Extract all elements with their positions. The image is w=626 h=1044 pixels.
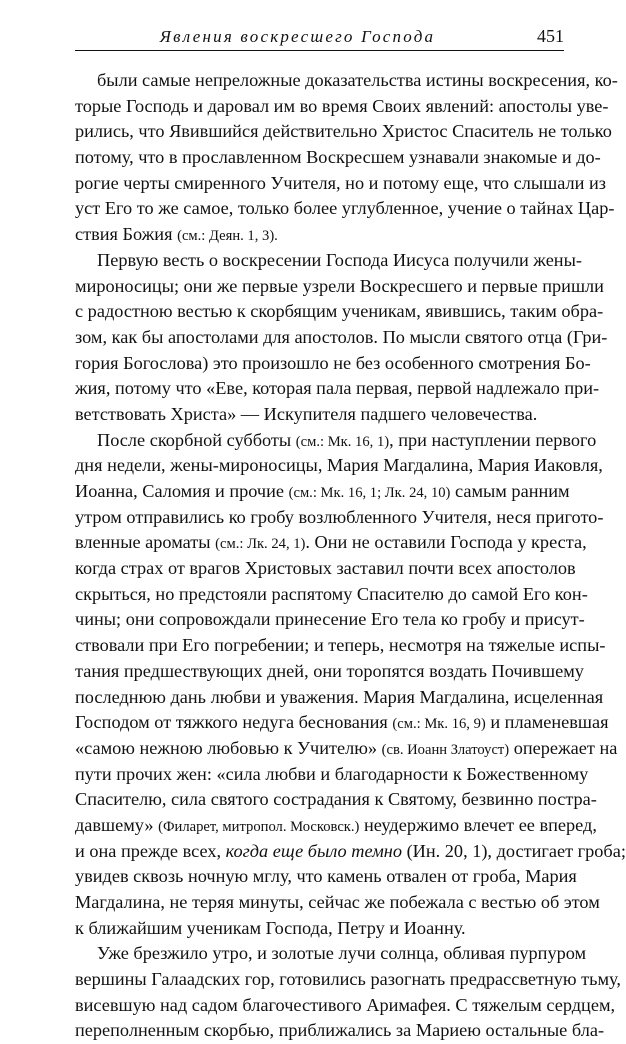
text-segment: последнюю дань любви и уважения. Мария Магдалина, исцеленная <box>75 686 604 707</box>
text-line <box>75 710 609 736</box>
citation: (см.: Мк. 16, 9) <box>392 716 486 733</box>
text-segment: После скорбной субботы <box>97 429 296 450</box>
text-segment: давшему» <box>75 814 159 835</box>
text-line <box>75 685 604 711</box>
text-line <box>75 94 609 120</box>
text-segment: ствовали при Его погребении; и теперь, несмотря на тяжелые испы- <box>75 635 606 656</box>
text-line <box>75 736 618 762</box>
text-line <box>75 916 564 942</box>
text-line <box>75 1018 605 1044</box>
text-segment: гория Богослова) это произошло не без особенного смотрения Бо- <box>75 352 591 373</box>
text-segment: неудержимо влечет ее вперед, <box>359 814 597 835</box>
citation: (см.: Мк. 16, 1) <box>295 433 390 450</box>
text-line <box>75 993 616 1019</box>
citation: (см.: Лк. 24, 1) <box>215 536 306 553</box>
page-header <box>75 22 564 51</box>
text-segment: были самые непреложные доказательства истины воскресения, ко- <box>97 70 618 90</box>
text-segment: пути прочих жен: «сила любви и благодарности к Божественному <box>75 763 589 784</box>
text-segment: чины; они сопровождали принесение Его тела ко гробу и присут- <box>75 609 585 630</box>
text-segment: переполненным скорбью, приближались за Мариею остальные бла- <box>75 1020 605 1041</box>
book-page <box>75 0 626 1041</box>
text-line <box>75 171 606 197</box>
text-line <box>75 428 597 454</box>
text-segment: утром отправились ко гробу возлюбленного Учителя, неся пригото- <box>75 506 604 527</box>
text-line <box>75 864 577 890</box>
text-line <box>75 659 584 685</box>
text-line <box>75 505 604 531</box>
text-line <box>75 248 582 274</box>
text-line <box>75 839 626 865</box>
text-segment: (Ин. 20, 1), достигает гроба; <box>402 840 626 861</box>
text-line <box>75 967 621 993</box>
text-segment: к ближайшим ученикам Господа, Петру и Иоанну. <box>75 917 466 938</box>
text-segment: Уже брезжило утро, и золотые лучи солнца, обливая пурпуром <box>97 943 587 964</box>
text-line <box>75 196 615 222</box>
text-line <box>75 119 612 145</box>
paragraph <box>75 941 621 1044</box>
paragraph <box>75 248 608 428</box>
text-segment: уст Его то же самое, только более углубленное, учение о тайнах Цар- <box>75 198 615 219</box>
text-segment: зом, как бы апостолами для апостолов. По мысли святого отца (Гри- <box>75 326 608 347</box>
text-line <box>75 762 589 788</box>
text-line <box>75 376 600 402</box>
text-line <box>75 325 608 351</box>
text-segment: Первую весть о воскресении Господа Иисуса получили жены- <box>97 249 582 270</box>
body-text <box>75 68 626 1044</box>
text-segment: «самою нежною любовью к Учителю» <box>75 737 382 758</box>
text-line <box>75 145 601 171</box>
text-segment: потому, что в прославленном Воскресшем узнавали знакомые и до- <box>75 147 601 168</box>
text-segment: вленные ароматы <box>75 532 216 553</box>
text-segment: самым ранним <box>450 481 570 501</box>
text-segment: жия, потому что «Еве, которая пала первая, первой надлежало при- <box>75 378 600 399</box>
text-line <box>75 556 576 582</box>
citation: (Филарет, митропол. Московск.) <box>158 818 360 835</box>
text-segment: Иоанна, Саломия и прочие <box>75 481 289 501</box>
text-segment: рогие черты смиренного Учителя, но и потому еще, что слышали из <box>75 172 606 193</box>
text-segment: скрыться, но предстояли распятому Спасителю до самой Его кон- <box>75 583 588 604</box>
text-line <box>75 813 597 839</box>
text-segment: дня недели, жены-мироносицы, Мария Магдалина, Мария Иаковля, <box>75 455 603 476</box>
text-segment: вершины Галаадских гор, готовились разогнать предрассветную тьму, <box>75 969 621 990</box>
text-line <box>75 633 606 659</box>
text-line <box>75 787 597 813</box>
text-line <box>75 941 587 967</box>
text-line <box>75 582 588 608</box>
running-title: Явления воскресшего Господа <box>159 27 436 46</box>
text-line <box>75 607 585 633</box>
text-segment: с радостною вестью к скорбящим ученикам, явившись, таким обра- <box>75 301 604 322</box>
quoted-phrase: когда еще было темно <box>225 840 402 861</box>
text-line <box>75 479 570 505</box>
text-segment: и пламеневшая <box>485 712 609 733</box>
text-segment: мироносицы; они же первые узрели Воскресшего и первые пришли <box>75 275 604 296</box>
text-segment: и она прежде всех, <box>75 840 226 861</box>
text-line <box>75 351 591 377</box>
text-segment: ветствовать Христа» — Искупителя падшего человечества. <box>75 403 538 424</box>
citation: (см.: Мк. 16, 1; Лк. 24, 10) <box>288 485 451 501</box>
text-line <box>75 299 604 325</box>
page-number: 451 <box>537 26 564 46</box>
text-segment: Спасителю, сила святого сострадания к Святому, безвинно постра- <box>75 789 597 810</box>
text-segment: когда страх от врагов Христовых заставил почти всех апостолов <box>75 558 576 579</box>
text-line <box>75 530 587 556</box>
text-line <box>75 453 603 479</box>
text-segment: , при наступлении первого <box>389 429 597 450</box>
text-line <box>75 402 564 428</box>
citation: (см.: Деян. 1, 3). <box>177 228 278 245</box>
text-segment: Магдалина, не теряя минуты, сейчас же побежала с вестью об этом <box>75 892 600 912</box>
paragraph <box>75 428 626 942</box>
text-segment: ствия Божия <box>75 224 178 245</box>
text-segment: торые Господь и даровал им во время Своих явлений: апостолы уве- <box>75 95 609 116</box>
text-segment: тания предшествующих дней, они торопятся воздать Почившему <box>75 660 584 681</box>
text-line <box>75 274 604 300</box>
text-line <box>75 890 600 916</box>
paragraph <box>75 68 618 248</box>
text-segment: Господом от тяжкого недуга беснования <box>75 712 393 733</box>
text-segment: увидев сквозь ночную мглу, что камень отвален от гроба, Мария <box>75 866 577 887</box>
text-segment: висевшую над садом благочестивого Аримафея. С тяжелым сердцем, <box>75 994 616 1015</box>
citation: (св. Иоанн Златоуст) <box>381 741 510 758</box>
text-line <box>75 222 564 248</box>
text-line <box>75 68 618 94</box>
text-segment: опережает на <box>509 737 618 758</box>
text-segment: . Они не оставили Господа у креста, <box>305 532 587 553</box>
text-segment: рились, что Явившийся действительно Христос Спаситель не только <box>75 121 612 142</box>
